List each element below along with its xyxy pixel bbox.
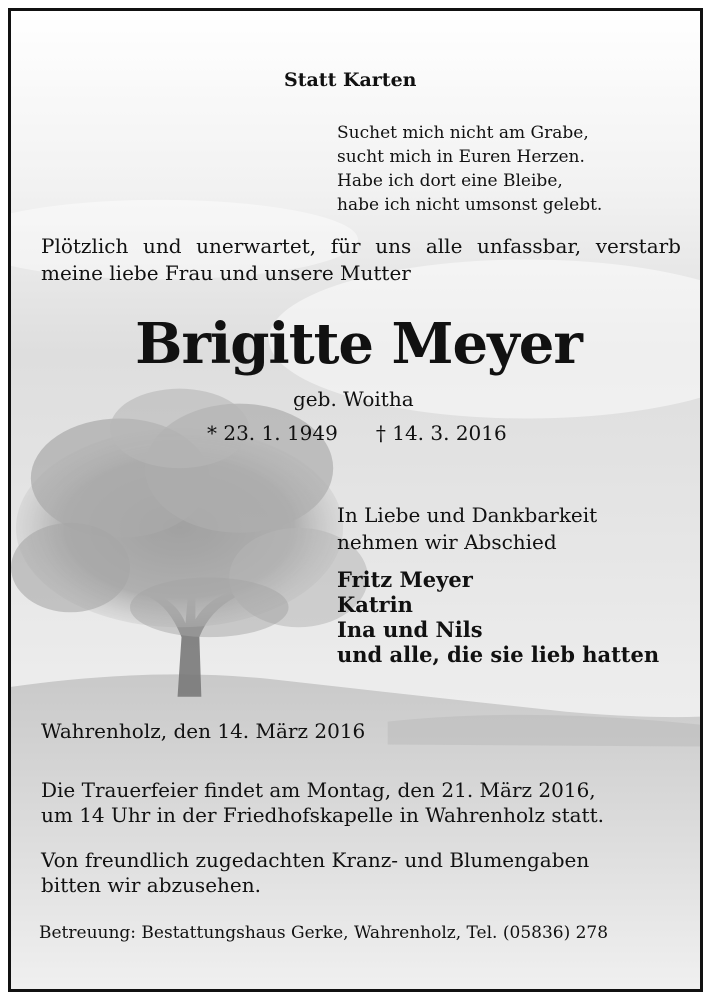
birth-date: * 23. 1. 1949 <box>207 421 338 445</box>
flowers-line: Von freundlich zugedachten Kranz- und Blumengaben <box>41 848 590 872</box>
undertaker-info: Betreuung: Bestattungshaus Gerke, Wahrenholz, Tel. (05836) 278 <box>39 923 609 943</box>
funeral-info <box>41 778 604 828</box>
intro-line: meine liebe Frau und unsere Mutter <box>41 261 411 285</box>
farewell-text <box>337 502 597 556</box>
family-member: Fritz Meyer <box>337 567 473 592</box>
life-dates <box>207 421 507 445</box>
intro-line: Plötzlich und unerwartet, für uns alle unfassbar, verstarb <box>41 234 681 258</box>
family-list <box>337 567 659 667</box>
intro-text <box>41 233 681 287</box>
funeral-line: um 14 Uhr in der Friedhofskapelle in Wahrenholz statt. <box>41 803 604 827</box>
family-member: und alle, die sie lieb hatten <box>337 642 660 667</box>
flowers-request <box>41 848 589 898</box>
birth-name: geb. Woitha <box>293 387 414 411</box>
deceased-name: Brigitte Meyer <box>135 311 582 377</box>
obituary-notice <box>8 8 703 992</box>
place-and-date: Wahrenholz, den 14. März 2016 <box>41 719 366 743</box>
farewell-line: nehmen wir Abschied <box>337 530 557 554</box>
poem <box>337 121 602 217</box>
death-date: † 14. 3. 2016 <box>375 421 507 445</box>
family-member: Ina und Nils <box>337 617 483 642</box>
family-member: Katrin <box>337 592 413 617</box>
poem-line: habe ich nicht umsonst gelebt. <box>337 195 603 215</box>
funeral-line: Die Trauerfeier findet am Montag, den 21. März 2016, <box>41 778 596 802</box>
poem-line: Suchet mich nicht am Grabe, <box>337 123 589 143</box>
poem-line: Habe ich dort eine Bleibe, <box>337 171 563 191</box>
poem-line: sucht mich in Euren Herzen. <box>337 147 585 167</box>
flowers-line: bitten wir abzusehen. <box>41 873 261 897</box>
farewell-line: In Liebe und Dankbarkeit <box>337 503 598 527</box>
header-statt-karten: Statt Karten <box>284 69 417 91</box>
